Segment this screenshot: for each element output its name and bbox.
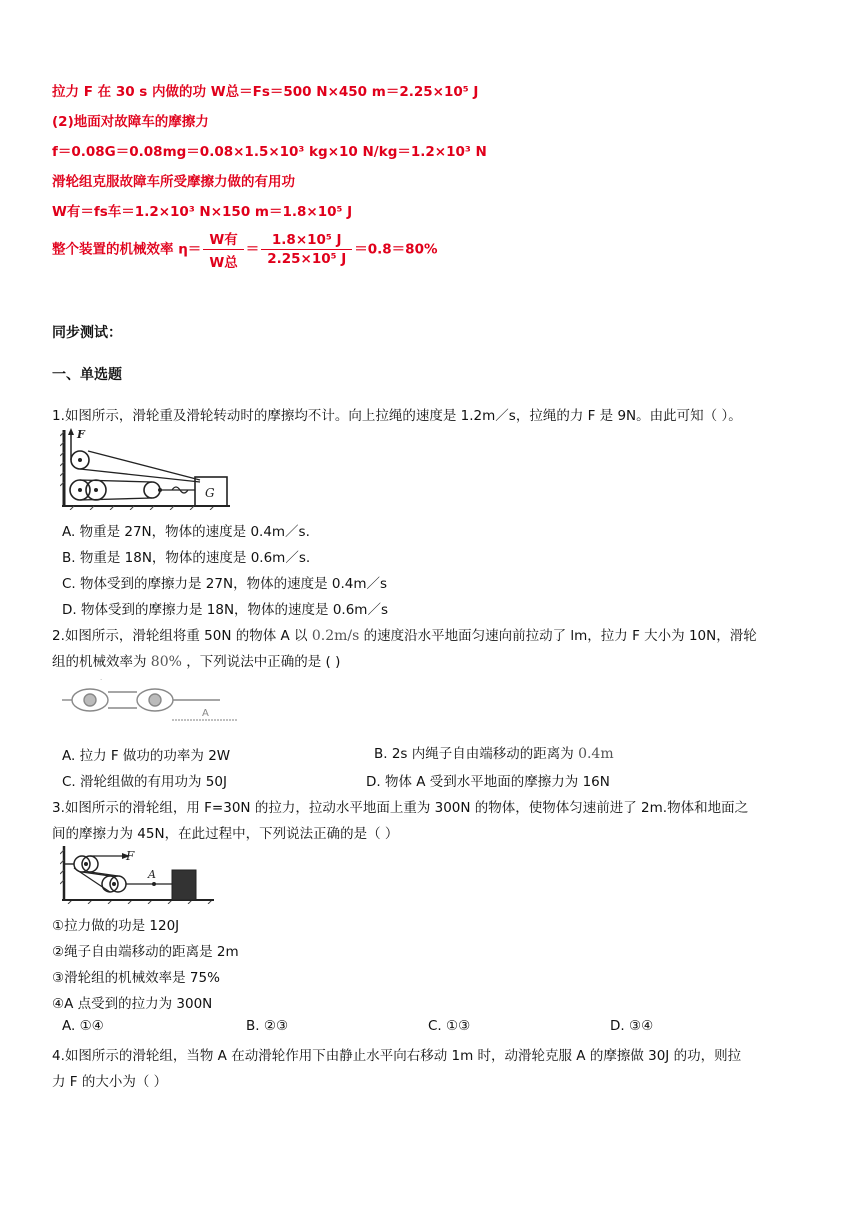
q1-option-c: C. 物体受到的摩擦力是 27N，物体的速度是 0.4m／s [62, 576, 388, 592]
q1-pulley-figure [60, 426, 232, 510]
q2-efficiency: 80% [150, 654, 182, 670]
fraction-numerator: W有 [203, 228, 243, 250]
q1-stem: 1.如图所示，滑轮重及滑轮转动时的摩擦均不计。向上拉绳的速度是 1.2m／s，拉绳的力 F 是 9N。由此可知（ ）。 [52, 408, 742, 424]
q2-stem-c: 组的机械效率为 [52, 654, 147, 670]
q3-item-1: ①拉力做的功是 120J [52, 918, 180, 934]
solution-line-2: (2)地面对故障车的摩擦力 [52, 114, 209, 130]
q3-option-a: A. ①④ [62, 1018, 104, 1034]
q3-option-c: C. ①③ [428, 1018, 471, 1034]
q3-label-F: F [126, 849, 135, 863]
q3-item-3: ③滑轮组的机械效率是 75% [52, 970, 220, 986]
q2-option-a: A. 拉力 F 做功的功率为 2W [62, 748, 231, 764]
q3-option-b: B. ②③ [246, 1018, 289, 1034]
section-title: 同步测试： [52, 325, 122, 341]
q1-label-F: F [77, 428, 85, 441]
part-title: 一、单选题 [52, 367, 122, 383]
q1-option-b: B. 物重是 18N，物体的速度是 0.6m／s. [62, 550, 311, 566]
q2-speed: 0.2m/s [311, 628, 360, 644]
fraction-numerator: 1.8×10⁵ J [261, 232, 352, 250]
q3-pulley-figure [60, 844, 216, 904]
q2-stem-a: 2.如图所示，滑轮组将重 50N 的物体 A 以 [52, 628, 308, 644]
svg-text:·: · [100, 676, 103, 684]
q3-item-2: ②绳子自由端移动的距离是 2m [52, 944, 239, 960]
solution-line-5: W有＝fs车＝1.2×10³ N×150 m＝1.8×10⁵ J [52, 204, 353, 220]
q3-option-d: D. ③④ [610, 1018, 654, 1034]
efficiency-prefix: 整个装置的机械效率 η＝ [52, 241, 202, 258]
q2-option-b-value: 0.4m [578, 746, 614, 762]
solution-line-4: 滑轮组克服故障车所受摩擦力做的有用功 [52, 174, 295, 190]
q2-stem-b: 的速度沿水平地面匀速向前拉动了 lm，拉力 F 大小为 10N，滑轮 [363, 628, 757, 644]
solution-line-6: 整个装置的机械效率 η＝ $\frac{\text{W有}}{\text{W总}}$ ＝ $\frac{\text{1.8×10⁵ J}}{\text{2.25×10⁵ J}}$ ＝0.8＝80% [52, 228, 438, 271]
q3-stem-line-2: 间的摩擦力为 45N，在此过程中，下列说法正确的是（ ） [52, 826, 399, 842]
q1-option-d: D. 物体受到的摩擦力是 18N，物体的速度是 0.6m／s [62, 602, 388, 618]
fraction-denominator: W总 [209, 255, 238, 271]
q2-option-b-text: B. 2s 内绳子自由端移动的距离为 [374, 746, 574, 762]
efficiency-result: ＝0.8＝80% [354, 241, 438, 258]
q1-option-a: A. 物重是 27N，物体的速度是 0.4m／s. [62, 524, 310, 540]
q2-stem-line-2 [52, 650, 340, 670]
fraction-denominator: 2.25×10⁵ J [267, 251, 347, 267]
q2-label-A: A [202, 708, 209, 719]
q2-stem-d: ，下列说法中正确的是 [186, 654, 322, 670]
q2-stem-line-1 [52, 624, 757, 644]
q4-stem-line-1: 4.如图所示的滑轮组，当物 A 在动滑轮作用下由静止水平向右移动 1m 时，动滑轮克服 A 的摩擦做 30J 的功，则拉 [52, 1048, 742, 1064]
efficiency-fraction-symbolic [203, 228, 243, 271]
q3-stem-line-1: 3.如图所示的滑轮组，用 F=30N 的拉力，拉动水平地面上重为 300N 的物体，使物体匀速前进了 2m.物体和地面之 [52, 800, 749, 816]
q3-item-4: ④A 点受到的拉力为 300N [52, 996, 213, 1012]
q2-option-d: D. 物体 A 受到水平地面的摩擦力为 16N [366, 774, 610, 790]
q2-pulley-figure [60, 676, 240, 728]
efficiency-fraction-values [261, 232, 352, 267]
q4-stem-line-2: 力 F 的大小为（ ） [52, 1074, 168, 1090]
solution-line-3: f＝0.08G＝0.08mg＝0.08×1.5×10³ kg×10 N/kg＝1.2×10³ N [52, 144, 487, 160]
q2-answer-paren: ( ) [325, 654, 341, 670]
q2-option-c: C. 滑轮组做的有用功为 50J [62, 774, 227, 790]
solution-line-1: 拉力 F 在 30 s 内做的功 W总＝Fs＝500 N×450 m＝2.25×10⁵ J [52, 84, 479, 100]
q1-label-G: G [205, 486, 215, 500]
q3-label-A: A [148, 868, 156, 881]
q2-option-b [374, 742, 614, 762]
